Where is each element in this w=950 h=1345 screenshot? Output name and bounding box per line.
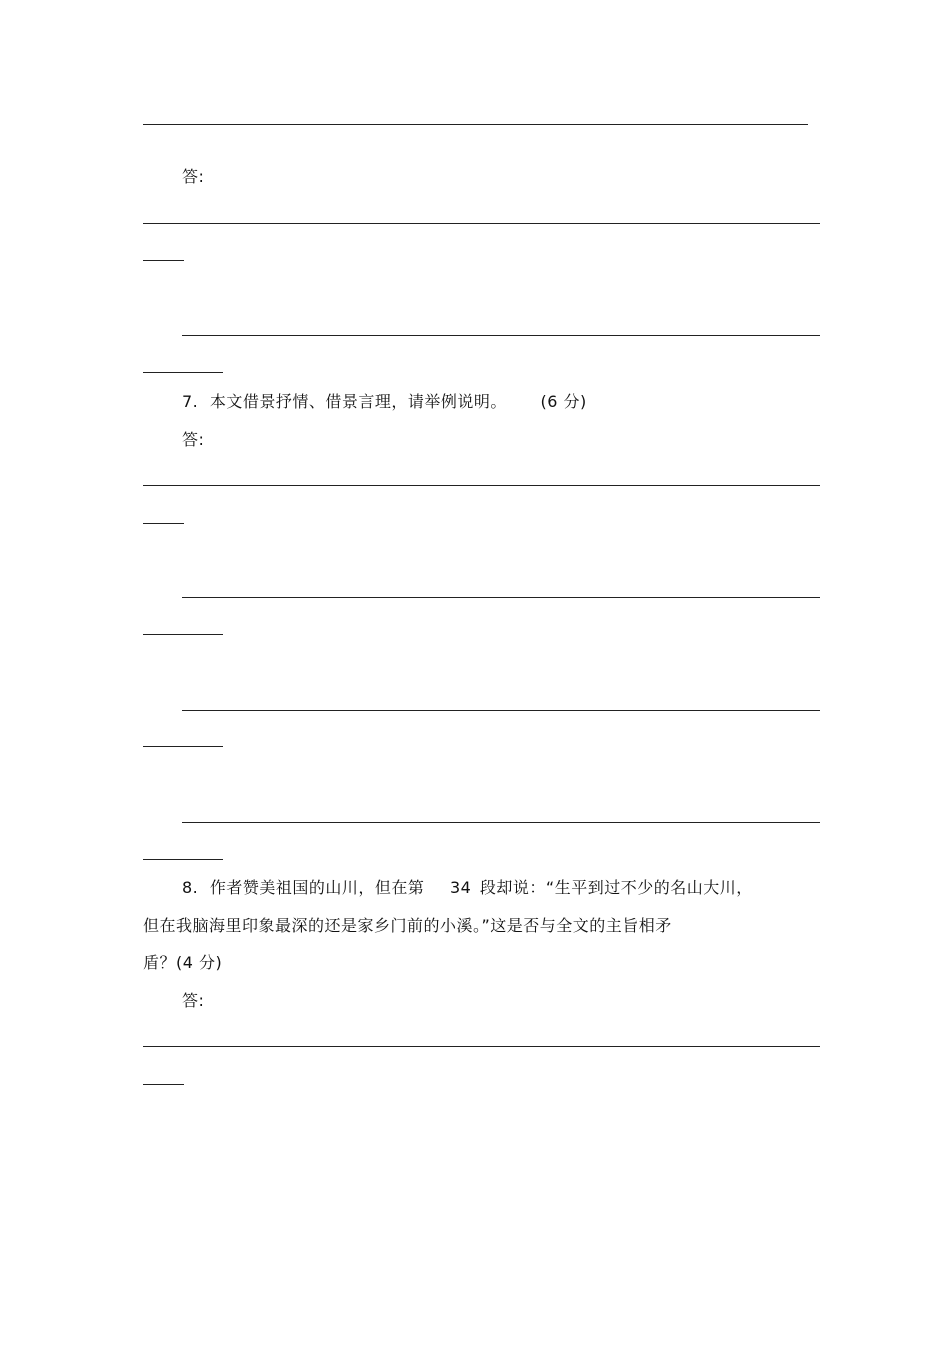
answer-line [182,597,820,598]
question-score: (6 分) [540,392,587,411]
answer-line-tail [143,372,223,373]
question-number: 8. [182,878,199,897]
question-text: 作者赞美祖国的山川，但在第 [209,878,425,897]
paragraph-number: 34 [449,878,472,897]
answer-line [143,485,820,486]
answer-line [182,822,820,823]
answer-line [143,223,820,224]
answer-line-tail [143,634,223,635]
answer-label: 答: [182,430,205,449]
answer-line-tail [143,746,223,747]
answer-line-tail [143,523,184,524]
answer-line-tail [143,1084,184,1085]
question-text: 本文借景抒情、借景言理，请举例说明。 [209,392,507,411]
answer-line-tail [143,859,223,860]
question-8-line-3: 盾？(4 分) [143,953,223,972]
top-rule [143,124,808,125]
answer-line [182,710,820,711]
question-text: 段却说：“生平到过不少的名山大川， [479,878,753,897]
question-8-line-2: 但在我脑海里印象最深的还是家乡门前的小溪。”这是否与全文的主旨相矛 [143,916,672,935]
answer-line [143,1046,820,1047]
question-8-line-1 [182,878,753,898]
question-7 [182,392,587,412]
question-number: 7. [182,392,199,411]
answer-line [182,335,820,336]
answer-line-tail [143,260,184,261]
answer-label: 答: [182,167,205,186]
answer-label: 答: [182,991,205,1010]
